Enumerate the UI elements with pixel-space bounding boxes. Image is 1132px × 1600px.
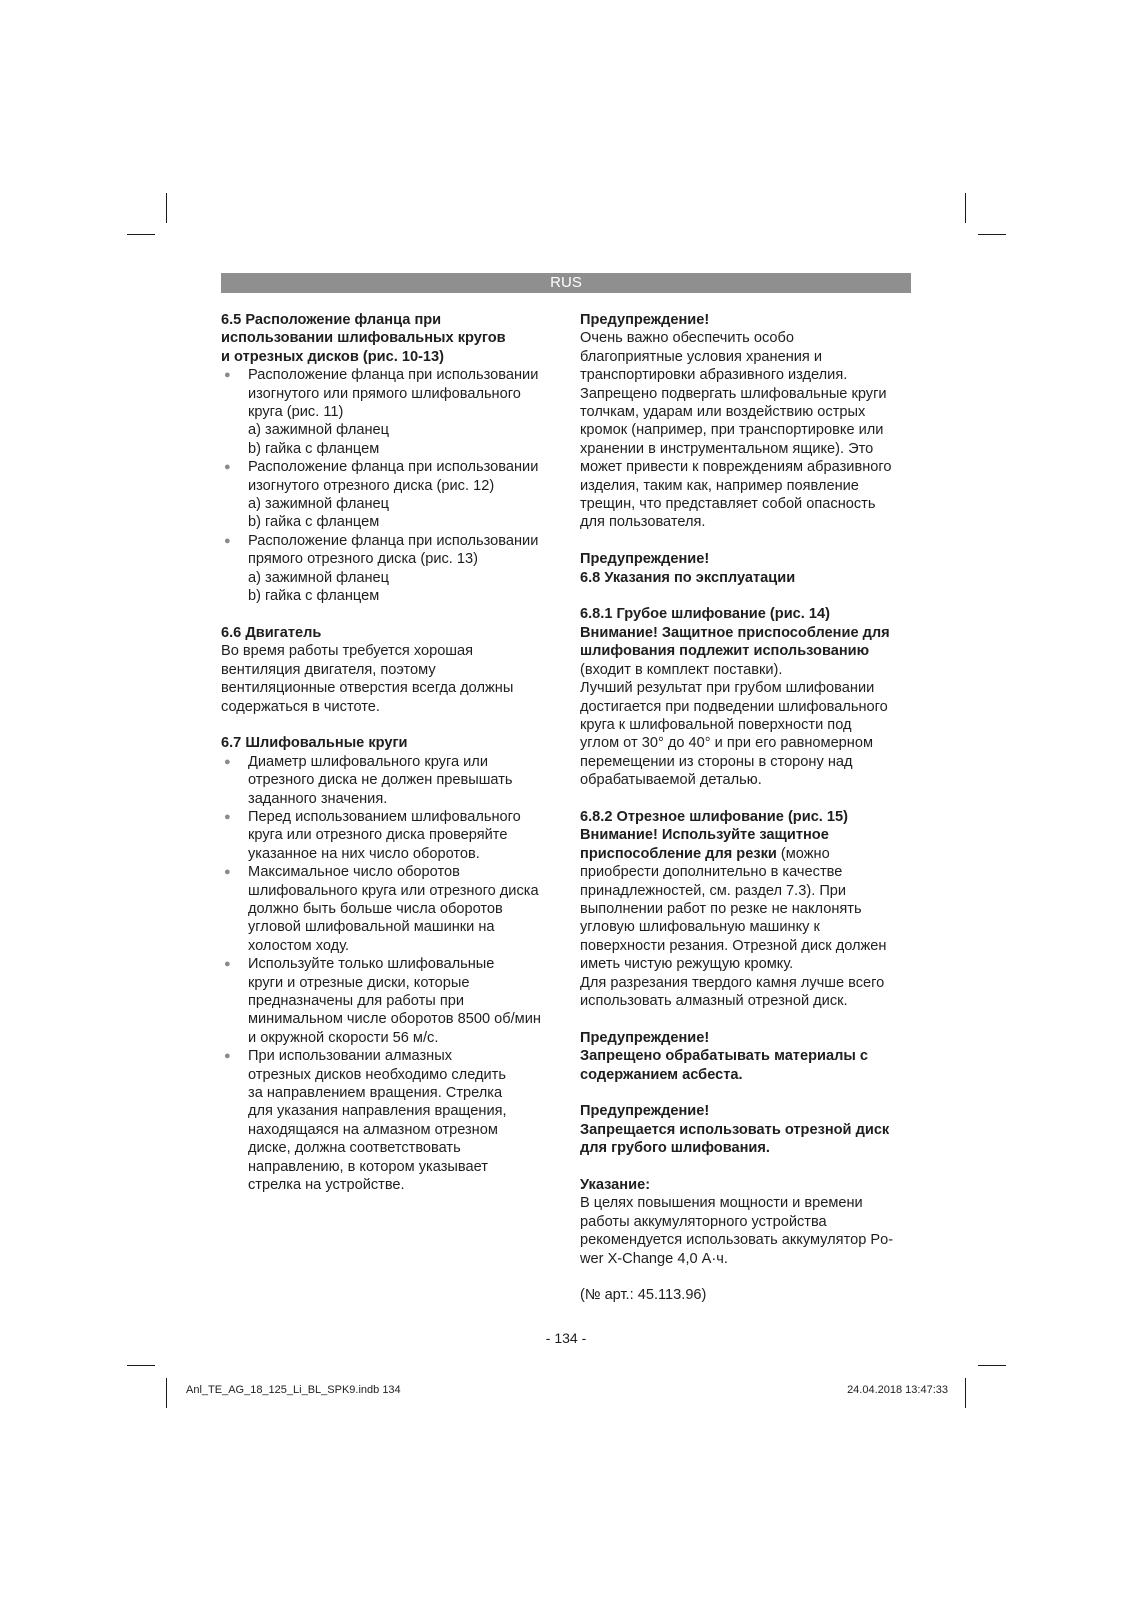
footer-datetime: 24.04.2018 13:47:33: [847, 1384, 948, 1396]
paragraph: содержаться в чистоте.: [221, 698, 380, 715]
section-heading-6-8: 6.8 Указания по эксплуатации: [580, 569, 796, 586]
article-number: (№ арт.: 45.113.96): [580, 1287, 707, 1304]
left-column: [221, 311, 561, 1194]
note-heading: Указание:: [580, 1177, 651, 1193]
list-item: ● Перед использованием шлифовального круга или отрезного диска проверяйте указанное на них число оборотов.: [224, 808, 521, 862]
bullet-icon: ●: [224, 534, 231, 547]
bullet-icon: ●: [224, 369, 231, 382]
list-item: ● Используйте только шлифовальные круги и отрезные диски, которые предназначены для работы при минимальном числе оборотов 8500 об/мин и окружной скорости 56 м/с.: [224, 956, 541, 1046]
crop-mark: [127, 234, 155, 235]
page-number: - 134 -: [545, 1330, 587, 1346]
list-item: ● Диаметр шлифовального круга или отрезного диска не должен превышать заданного значения.: [224, 753, 513, 807]
section-heading-6-8-1: 6.8.1 Грубое шлифование (рис. 14): [580, 606, 830, 623]
list-item: ● Расположение фланца при использовании изогнутого отрезного диска (рис. 12) a) зажимной фланец b) гайка с фланцем: [224, 459, 539, 531]
bullet-icon: ●: [224, 866, 231, 879]
crop-mark: [965, 1378, 966, 1408]
section-heading-6-5: 6.5 Расположение фланца при использовании шлифовальных кругов и отрезных дисков (рис. 10-13): [221, 312, 506, 365]
bullet-icon: ●: [224, 1050, 231, 1063]
warning-heading: Предупреждение!: [580, 1103, 710, 1120]
crop-mark: [978, 234, 1006, 235]
bullet-icon: ●: [224, 755, 231, 768]
footer-filename: Anl_TE_AG_18_125_Li_BL_SPK9.indb 134: [186, 1384, 401, 1396]
crop-mark: [166, 1378, 167, 1408]
paragraph: вентиляция двигателя, поэтому: [221, 661, 436, 678]
bullet-icon: ●: [224, 958, 231, 971]
list-item: ● При использовании алмазных отрезных дисков необходимо следить за направлением вращения. Стрелка для указания направления вращения, находящаяся на алмазном отрезном диске, должна соответствовать направлению, в котором указывает стрелка на устройстве.: [224, 1048, 507, 1194]
crop-mark: [978, 1365, 1006, 1366]
language-header-bar: RUS: [221, 273, 911, 293]
bullet-icon: ●: [224, 810, 231, 823]
crop-mark: [965, 193, 966, 223]
paragraph: вентиляционные отверстия всегда должны: [221, 680, 514, 697]
section-heading-6-8-2: 6.8.2 Отрезное шлифование (рис. 15): [580, 808, 849, 825]
paragraph: Во время работы требуется хорошая: [221, 643, 474, 660]
section-heading-6-7: 6.7 Шлифовальные круги: [221, 735, 408, 752]
section-heading-6-6: 6.6 Двигатель: [221, 624, 322, 641]
warning-heading: Предупреждение!: [580, 551, 710, 568]
crop-mark: [127, 1365, 155, 1366]
crop-mark: [166, 193, 167, 223]
list-item: ● Расположение фланца при использовании изогнутого или прямого шлифовального круга (рис. 11) a) зажимной фланец b) гайка с фланцем: [224, 367, 539, 457]
list-item: ● Расположение фланца при использовании прямого отрезного диска (рис. 13) a) зажимной фланец b) гайка с фланцем: [224, 532, 539, 605]
bullet-icon: ●: [224, 461, 231, 474]
warning-heading: Предупреждение!: [580, 312, 710, 328]
list-item: ● Максимальное число оборотов шлифовального круга или отрезного диска должно быть больше числа оборотов угловой шлифовальной машинки на холостом ходу.: [224, 864, 539, 954]
warning-heading: Предупреждение!: [580, 1029, 710, 1046]
right-column: Предупреждение! Очень важно обеспечить особо благоприятные условия хранения и транспортировки абразивного изделия. Запрещено подвергать шлифовальные круги толчкам, ударам или воздействию острых кромок (например, при транспортировке или хранении в инструментальном ящике). Это может привести к повреждениям абразивного изделия, таким как, например появление трещин, что представляет собой опасность для пользователя. Предупреждение! 6.8 Указания по эксплуатации 6.8.1 Грубое шлифование (рис. 14) Внимание! Защитное приспособление для шлифования подлежит использованию (входит в комплект поставки). Лучший результат при грубом шлифовании достигается при подведении шлифовального круга к шлифовальной поверхности под углом от 30° до 40° и при его равномерном перемещении из стороны в сторону над обрабатываемой деталью. 6.8.2 Отрезное шлифование (рис. 15) Внимание! Используйте защитное приспособление для резки (можно приобрести дополнительно в качестве принадлежностей, см. раздел 7.3). При выполнении работ по резке не наклонять угловую шлифовальную машинку к поверхности резания. Отрезной диск должен иметь чистую режущую кромку. Для разрезания твердого камня лучше всего использовать алмазный отрезной диск. Предупреждение! Запрещено обрабатывать материалы с содержанием асбеста. Предупреждение! Запрещается использовать отрезной диск для грубого шлифования. Указание: В целях повышения мощности и времени работы аккумуляторного устройства рекомендуется использовать аккумулятор Po- wer X-Change 4,0 А·ч. (№ арт.: 45.113.96): [580, 311, 920, 1305]
